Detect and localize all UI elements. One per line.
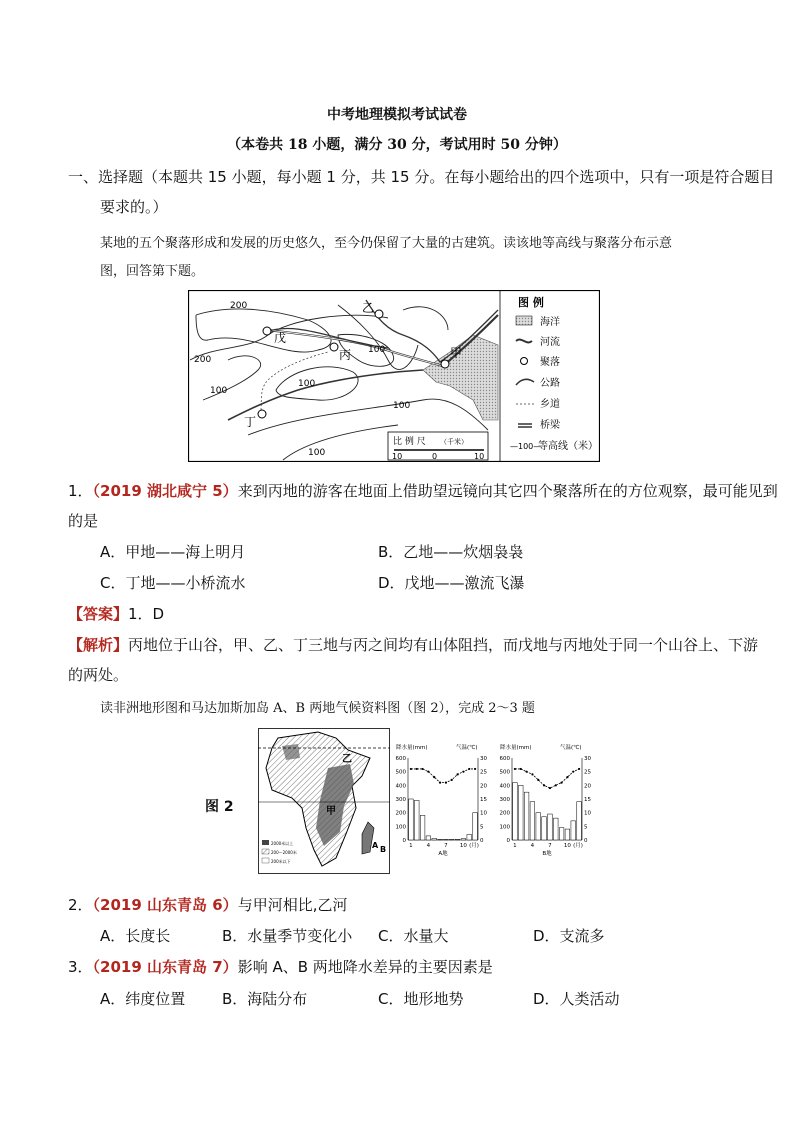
svg-text:2000米以上: 2000米以上	[271, 841, 294, 846]
y-tick-label: 400	[395, 783, 406, 790]
x-tick-label: 10	[563, 843, 571, 849]
x-tick-label: (月)	[573, 843, 583, 849]
svg-text:海洋: 海洋	[540, 317, 560, 328]
svg-text:（千米）: （千米）	[440, 438, 468, 446]
temperature-point	[439, 782, 441, 784]
y2-tick-label: 0	[584, 838, 588, 844]
temperature-point	[514, 768, 516, 770]
precipitation-bar	[536, 813, 541, 840]
precipitation-bar	[548, 814, 553, 840]
y-tick-label: 500	[395, 769, 406, 776]
precipitation-bar	[553, 818, 558, 840]
precipitation-bar	[542, 817, 547, 840]
svg-text:公路: 公路	[540, 378, 560, 389]
y-axis-title: 降水量(mm)	[500, 745, 532, 751]
temperature-point	[543, 784, 545, 786]
svg-text:比 例 尺: 比 例 尺	[393, 437, 426, 447]
contour-label: 200	[230, 301, 248, 311]
temperature-point	[525, 771, 527, 773]
contour-label: 200	[194, 355, 212, 365]
chart-caption: B地	[542, 851, 552, 857]
y-tick-label: 300	[499, 797, 510, 803]
y-tick-label: 100	[499, 824, 510, 831]
svg-text:A: A	[372, 841, 379, 850]
temperature-point	[572, 771, 574, 773]
y2-tick-label: 30	[584, 756, 591, 762]
svg-text:河流: 河流	[540, 337, 560, 348]
precipitation-bar	[420, 815, 425, 840]
precipitation-bar	[444, 839, 449, 840]
x-tick-label: 4	[426, 843, 431, 849]
question-1-stem: 1．（2019 湖北咸宁 5）来到丙地的游客在地面上借助望远镜向其它四个聚落所在的方位观察，最可能见到	[68, 482, 778, 500]
q2-option-c: C．水量大	[378, 927, 449, 945]
svg-text:甲: 甲	[326, 806, 336, 817]
precipitation-bar	[414, 800, 419, 840]
precipitation-bar	[518, 785, 523, 840]
x-tick-label: 4	[530, 843, 535, 849]
temperature-point	[560, 782, 562, 784]
answer: 【答案】1．D	[68, 605, 165, 623]
y-tick-label: 200	[499, 810, 510, 817]
contour-label: 100	[298, 379, 316, 389]
y2-tick-label: 10	[480, 810, 487, 817]
svg-text:等高线（米）: 等高线（米）	[538, 441, 598, 452]
temperature-point	[445, 782, 447, 784]
temperature-point	[451, 779, 453, 781]
settlement-wu	[263, 327, 271, 335]
intro-text: 某地的五个聚落形成和发展的历史悠久，至今仍保留了大量的古建筑。读该地等高线与聚落分布示意	[100, 236, 673, 251]
svg-text:10: 10	[392, 452, 403, 461]
settlement-label: 戊	[274, 331, 287, 345]
figure-2-label: 图 2	[205, 799, 234, 815]
x-tick-label: 1	[409, 843, 413, 849]
precipitation-bar	[426, 836, 431, 840]
temperature-point	[549, 787, 551, 789]
temperature-point	[468, 768, 470, 770]
q3-option-d: D．人类活动	[533, 990, 620, 1008]
temperature-point	[566, 776, 568, 778]
x-tick-label: (月)	[469, 843, 479, 849]
precipitation-bar	[449, 839, 454, 840]
y2-tick-label: 25	[584, 769, 591, 776]
temperature-point	[474, 768, 476, 770]
q2-option-b: B．水量季节变化小	[222, 927, 353, 945]
page-subtitle: （本卷共 18 小题，满分 30 分，考试用时 50 分钟）	[227, 137, 567, 153]
svg-text:桥梁: 桥梁	[540, 420, 560, 431]
precipitation-bar	[524, 792, 529, 840]
svg-text:200～2000米: 200～2000米	[271, 850, 297, 855]
y2-tick-label: 0	[480, 838, 484, 844]
precipitation-bar	[565, 829, 570, 840]
y2-axis-title: 气温(℃)	[560, 745, 582, 751]
temperature-point	[456, 773, 458, 775]
analysis-cont: 的两处。	[68, 666, 129, 684]
precipitation-bar	[409, 799, 414, 840]
settlement-yi	[375, 310, 383, 318]
y2-tick-label: 25	[480, 769, 487, 776]
y2-tick-label: 5	[480, 824, 484, 831]
section-heading-cont: 要求的。）	[100, 198, 168, 216]
precipitation-bar	[461, 839, 466, 840]
precipitation-bar	[571, 821, 576, 840]
temperature-point	[416, 768, 418, 770]
q3-option-c: C．地形地势	[378, 990, 464, 1008]
question-1-stem-cont: 的是	[68, 512, 99, 530]
precipitation-bar	[455, 839, 460, 840]
section-heading: 一、选择题（本题共 15 小题，每小题 1 分，共 15 分。在每小题给出的四个选项中，只有一项是符合题目	[68, 168, 775, 186]
settlement-label: 甲	[450, 346, 463, 360]
temperature-line	[411, 769, 475, 783]
svg-text:—100—: —100—	[510, 442, 542, 451]
y-tick-label: 200	[395, 810, 406, 817]
y-tick-label: 0	[402, 838, 406, 844]
q3-option-a: A．纬度位置	[100, 990, 186, 1008]
temperature-point	[427, 771, 429, 773]
option-b: B．乙地——炊烟袅袅	[378, 543, 524, 561]
option-d: D．戊地——激流飞瀑	[378, 574, 525, 592]
settlement-jia	[441, 360, 449, 368]
intro-2: 读非洲地形图和马达加斯加岛 A、B 两地气候资料图（图 2），完成 2～3 题	[100, 701, 535, 716]
y-tick-label: 0	[506, 838, 510, 844]
x-tick-label: 1	[513, 843, 517, 849]
climate-chart-a	[394, 742, 494, 860]
y2-tick-label: 10	[584, 810, 591, 817]
settlement-ding	[258, 410, 266, 418]
temperature-point	[578, 768, 580, 770]
y2-tick-label: 20	[480, 783, 487, 790]
y2-tick-label: 30	[480, 756, 487, 762]
analysis: 【解析】丙地位于山谷，甲、乙、丁三地与丙之间均有山体阻挡，而戊地与丙地处于同一个山谷上、下游	[68, 636, 759, 654]
precipitation-bar	[438, 839, 443, 840]
x-tick-label: 7	[548, 843, 552, 849]
temperature-point	[421, 768, 423, 770]
y-tick-label: 400	[499, 783, 510, 790]
precipitation-bar	[473, 813, 478, 840]
q3-option-b: B．海陆分布	[222, 990, 308, 1008]
svg-text:乙: 乙	[342, 754, 352, 765]
page-title: 中考地理模拟考试试卷	[327, 107, 467, 123]
y2-tick-label: 5	[584, 824, 588, 831]
x-tick-label: 7	[444, 843, 448, 849]
contour-label: 100	[393, 401, 411, 411]
q2-option-a: A．长度长	[100, 927, 171, 945]
contour-label: 100	[368, 345, 386, 355]
temperature-point	[410, 768, 412, 770]
temperature-point	[462, 771, 464, 773]
svg-text:0: 0	[432, 452, 438, 461]
svg-text:10: 10	[474, 452, 485, 461]
climate-chart-b	[498, 742, 598, 860]
y2-tick-label: 20	[584, 783, 591, 790]
y-axis-title: 降水量(mm)	[396, 745, 428, 751]
svg-text:200米以下: 200米以下	[271, 859, 291, 864]
y-tick-label: 100	[395, 824, 406, 831]
temperature-point	[520, 768, 522, 770]
temperature-point	[555, 784, 557, 786]
settlement-label: 丁	[244, 415, 257, 429]
temperature-point	[531, 773, 533, 775]
contour-map	[188, 290, 600, 462]
y-tick-label: 300	[395, 797, 406, 803]
precipitation-bar	[513, 783, 518, 840]
y2-axis-title: 气温(℃)	[456, 745, 478, 751]
precipitation-bar	[559, 828, 564, 840]
y2-tick-label: 15	[584, 797, 591, 803]
settlement-label: 乙	[362, 301, 375, 315]
y-tick-label: 500	[499, 769, 510, 776]
y2-tick-label: 15	[480, 797, 487, 803]
temperature-point	[433, 776, 435, 778]
scale-bar	[388, 432, 488, 461]
intro-text-cont: 图，回答第下题。	[100, 264, 205, 279]
q2-option-d: D．支流多	[533, 927, 605, 945]
svg-text:图 例: 图 例	[518, 296, 544, 309]
option-a: A．甲地——海上明月	[100, 543, 246, 561]
chart-caption: A地	[438, 851, 448, 857]
svg-text:B: B	[380, 845, 387, 854]
settlement-bing	[330, 343, 338, 351]
contour-label: 100	[308, 448, 326, 458]
temperature-line	[515, 769, 579, 788]
y-tick-label: 600	[499, 756, 510, 762]
y-tick-label: 600	[395, 756, 406, 762]
precipitation-bar	[467, 835, 472, 840]
question-2-stem: 2．（2019 山东青岛 6）与甲河相比,乙河	[68, 896, 348, 914]
contour-label: 100	[210, 386, 228, 396]
africa-map	[258, 728, 390, 874]
temperature-point	[537, 779, 539, 781]
precipitation-bar	[577, 802, 582, 840]
precipitation-bar	[530, 802, 535, 840]
question-3-stem: 3．（2019 山东青岛 7）影响 A、B 两地降水差异的主要因素是	[68, 958, 493, 976]
precipitation-bar	[432, 838, 437, 840]
option-c: C．丁地——小桥流水	[100, 574, 246, 592]
svg-text:聚落: 聚落	[540, 357, 560, 368]
x-tick-label: 10	[459, 843, 467, 849]
settlement-label: 丙	[339, 348, 352, 362]
svg-text:乡道: 乡道	[540, 399, 560, 410]
